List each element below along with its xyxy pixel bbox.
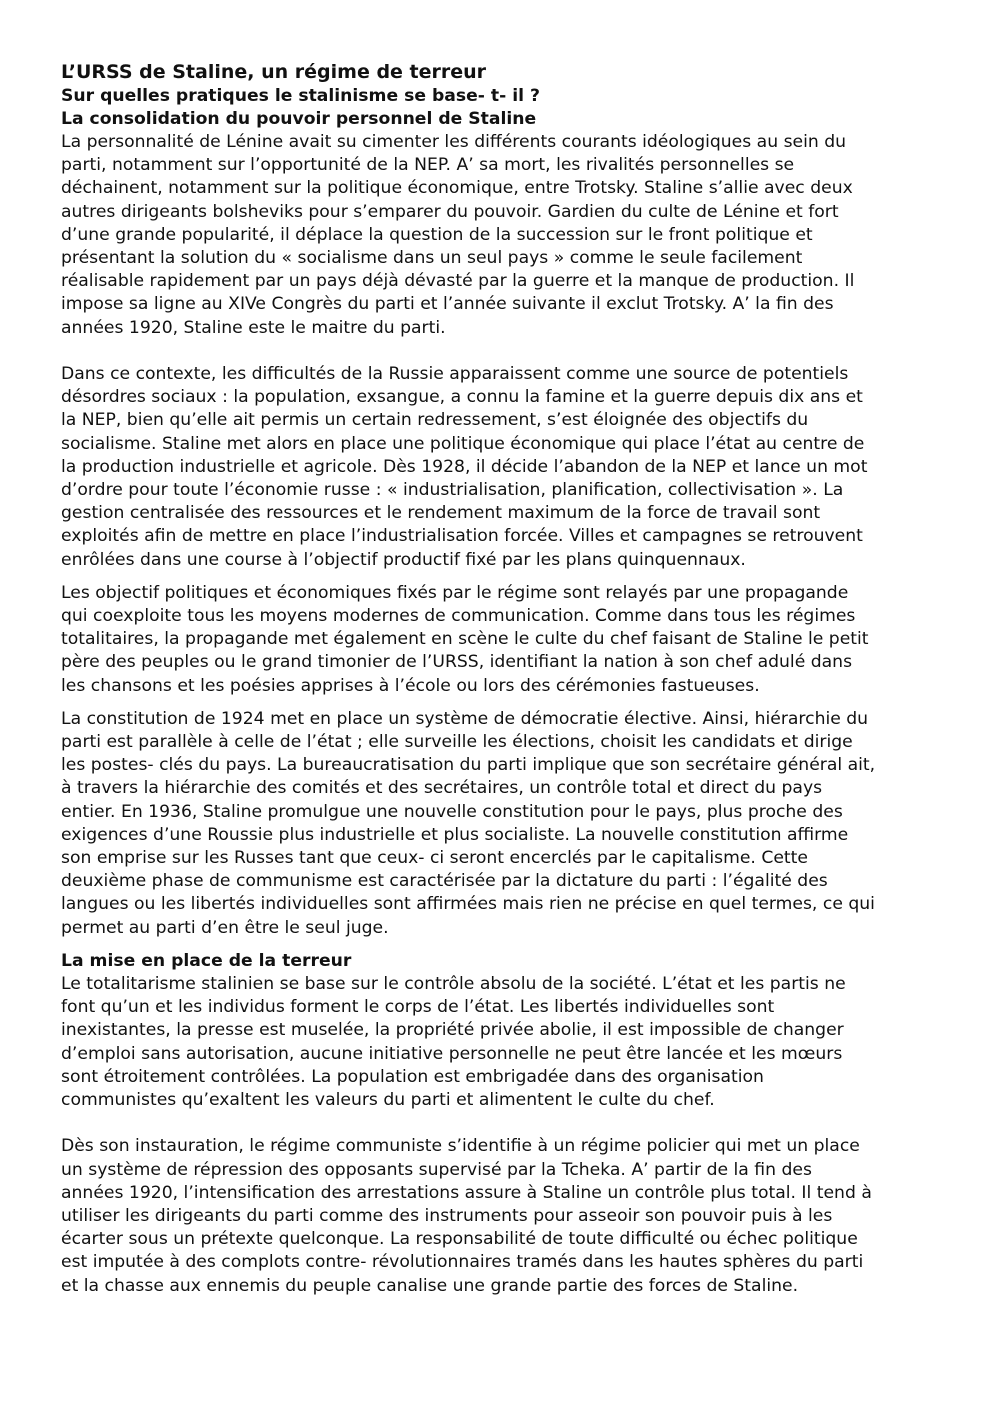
section-heading-consolidation: La consolidation du pouvoir personnel de Staline <box>61 109 537 129</box>
text-line: père des peuples ou le grand timonier de l’URSS, identifiant la nation à son chef adulé dans <box>61 652 853 673</box>
text-line: Le totalitarisme stalinien se base sur le contrôle absolu de la société. L’état et les partis ne <box>61 973 846 994</box>
paragraph-3 <box>61 582 941 698</box>
text-line: déchainent, notamment sur la politique économique, entre Trotsky. Staline s’allie avec deux <box>61 178 853 199</box>
paragraph-2 <box>61 363 941 572</box>
text-line: utiliser les dirigeants du parti comme des instruments pour asseoir son pouvoir puis à les <box>61 1205 833 1226</box>
text-line: écarter sous un prétexte quelconque. La responsabilité de toute difficulté ou échec politique <box>61 1229 858 1250</box>
text-line: inexistantes, la presse est muselée, la propriété privée abolie, il est impossible de changer <box>61 1020 844 1041</box>
text-line: La personnalité de Lénine avait su cimenter les différents courants idéologiques au sein du <box>61 132 847 152</box>
text-line: socialisme. Staline met alors en place une politique économique qui place l’état au centre de <box>61 433 865 454</box>
text-line: présentant la solution du « socialisme dans un seul pays » comme le seule facilement <box>61 248 803 269</box>
text-line: communistes qu’exaltent les valeurs du parti et alimentent le culte du chef. <box>61 1089 715 1110</box>
text-line: la NEP, bien qu’elle ait permis un certain redressement, s’est éloignée des objectifs du <box>61 410 809 431</box>
text-line: parti, notamment sur l’opportunité de la NEP. A’ sa mort, les rivalités personnelles se <box>61 155 795 176</box>
paragraph-6 <box>61 1135 941 1297</box>
section-heading-terreur: La mise en place de la terreur <box>61 950 352 971</box>
text-line: La constitution de 1924 met en place un système de démocratie élective. Ainsi, hiérarchie du <box>61 708 869 729</box>
text-line: à travers la hiérarchie des comités et des secrétaires, un contrôle total et direct du pays <box>61 778 823 799</box>
text-line: totalitaires, la propagande met également en scène le culte du chef faisant de Staline le petit <box>61 629 869 650</box>
text-line: années 1920, l’intensification des arrestations assure à Staline un contrôle plus total. Il tend à <box>61 1182 872 1203</box>
text-line: réalisable rapidement par un pays déjà dévasté par la guerre et la manque de production. Il <box>61 271 855 292</box>
text-line: la production industrielle et agricole. Dès 1928, il décide l’abandon de la NEP et lance un mot <box>61 456 868 477</box>
text-line: désordres sociaux : la population, exsangue, a connu la famine et la guerre depuis dix ans et <box>61 387 863 408</box>
text-line: impose sa ligne au XIVe Congrès du parti et l’année suivante il exclut Trotsky. A’ la fin des <box>61 294 834 315</box>
paragraph-4 <box>61 708 941 940</box>
text-line: qui coexploite tous les moyens modernes de communication. Comme dans tous les régimes <box>61 606 856 627</box>
document-question: Sur quelles pratiques le stalinisme se base- t- il ? <box>61 86 540 106</box>
text-line: Dans ce contexte, les difficultés de la Russie apparaissent comme une source de potentiels <box>61 364 849 385</box>
text-line: permet au parti d’en être le seul juge. <box>61 917 389 938</box>
text-line: les postes- clés du pays. La bureaucratisation du parti implique que son secrétaire général ait, <box>61 755 876 776</box>
text-line: gestion centralisée des ressources et le rendement maximum de la force de travail sont <box>61 503 821 524</box>
text-line: enrôlées dans une course à l’objectif productif fixé par les plans quinquennaux. <box>61 549 746 570</box>
text-line: un système de répression des opposants supervisé par la Tcheka. A’ partir de la fin des <box>61 1159 812 1180</box>
text-line: langues ou les libertés individuelles sont affirmées mais rien ne précise en quel termes, ce qui <box>61 894 875 915</box>
text-line: d’une grande popularité, il déplace la question de la succession sur le front politique et <box>61 224 813 245</box>
text-line: Les objectif politiques et économiques fixés par le régime sont relayés par une propagande <box>61 582 849 603</box>
text-line: entier. En 1936, Staline promulgue une nouvelle constitution pour le pays, plus proche des <box>61 801 843 822</box>
text-line: sont étroitement contrôlées. La population est embrigadée dans des organisation <box>61 1066 764 1087</box>
text-line: exploités afin de mettre en place l’industrialisation forcée. Villes et campagnes se retrouvent <box>61 526 863 547</box>
text-line: autres dirigeants bolsheviks pour s’emparer du pouvoir. Gardien du culte de Lénine et fort <box>61 201 839 222</box>
text-line: est imputée à des complots contre- révolutionnaires tramés dans les hautes sphères du parti <box>61 1252 864 1273</box>
paragraph-5 <box>61 973 941 1112</box>
text-line: Dès son instauration, le régime communiste s’identifie à un régime policier qui met un place <box>61 1136 860 1157</box>
text-line: deuxième phase de communisme est caractérisée par la dictature du parti : l’égalité des <box>61 871 828 892</box>
text-line: son emprise sur les Russes tant que ceux- ci seront encerclés par le capitalisme. Cette <box>61 848 808 869</box>
document-title: L’URSS de Staline, un régime de terreur <box>61 61 487 83</box>
text-line: exigences d’une Roussie plus industrielle et plus socialiste. La nouvelle constitution affirme <box>61 824 849 845</box>
text-line: font qu’un et les individus forment le corps de l’état. Les libertés individuelles sont <box>61 997 775 1018</box>
text-line: parti est parallèle à celle de l’état ; elle surveille les élections, choisit les candidats et dirige <box>61 732 853 753</box>
document-page <box>61 60 941 1298</box>
text-line: et la chasse aux ennemis du peuple canalise une grande partie des forces de Staline. <box>61 1275 799 1296</box>
text-line: d’ordre pour toute l’économie russe : « industrialisation, planification, collectivisation ». La <box>61 480 844 501</box>
text-line: années 1920, Staline este le maitre du parti. <box>61 317 446 338</box>
text-line: les chansons et les poésies apprises à l’école ou lors des cérémonies fastueuses. <box>61 675 760 696</box>
text-line: d’emploi sans autorisation, aucune initiative personnelle ne peut être lancée et les mœurs <box>61 1043 843 1064</box>
paragraph-1 <box>61 131 941 340</box>
